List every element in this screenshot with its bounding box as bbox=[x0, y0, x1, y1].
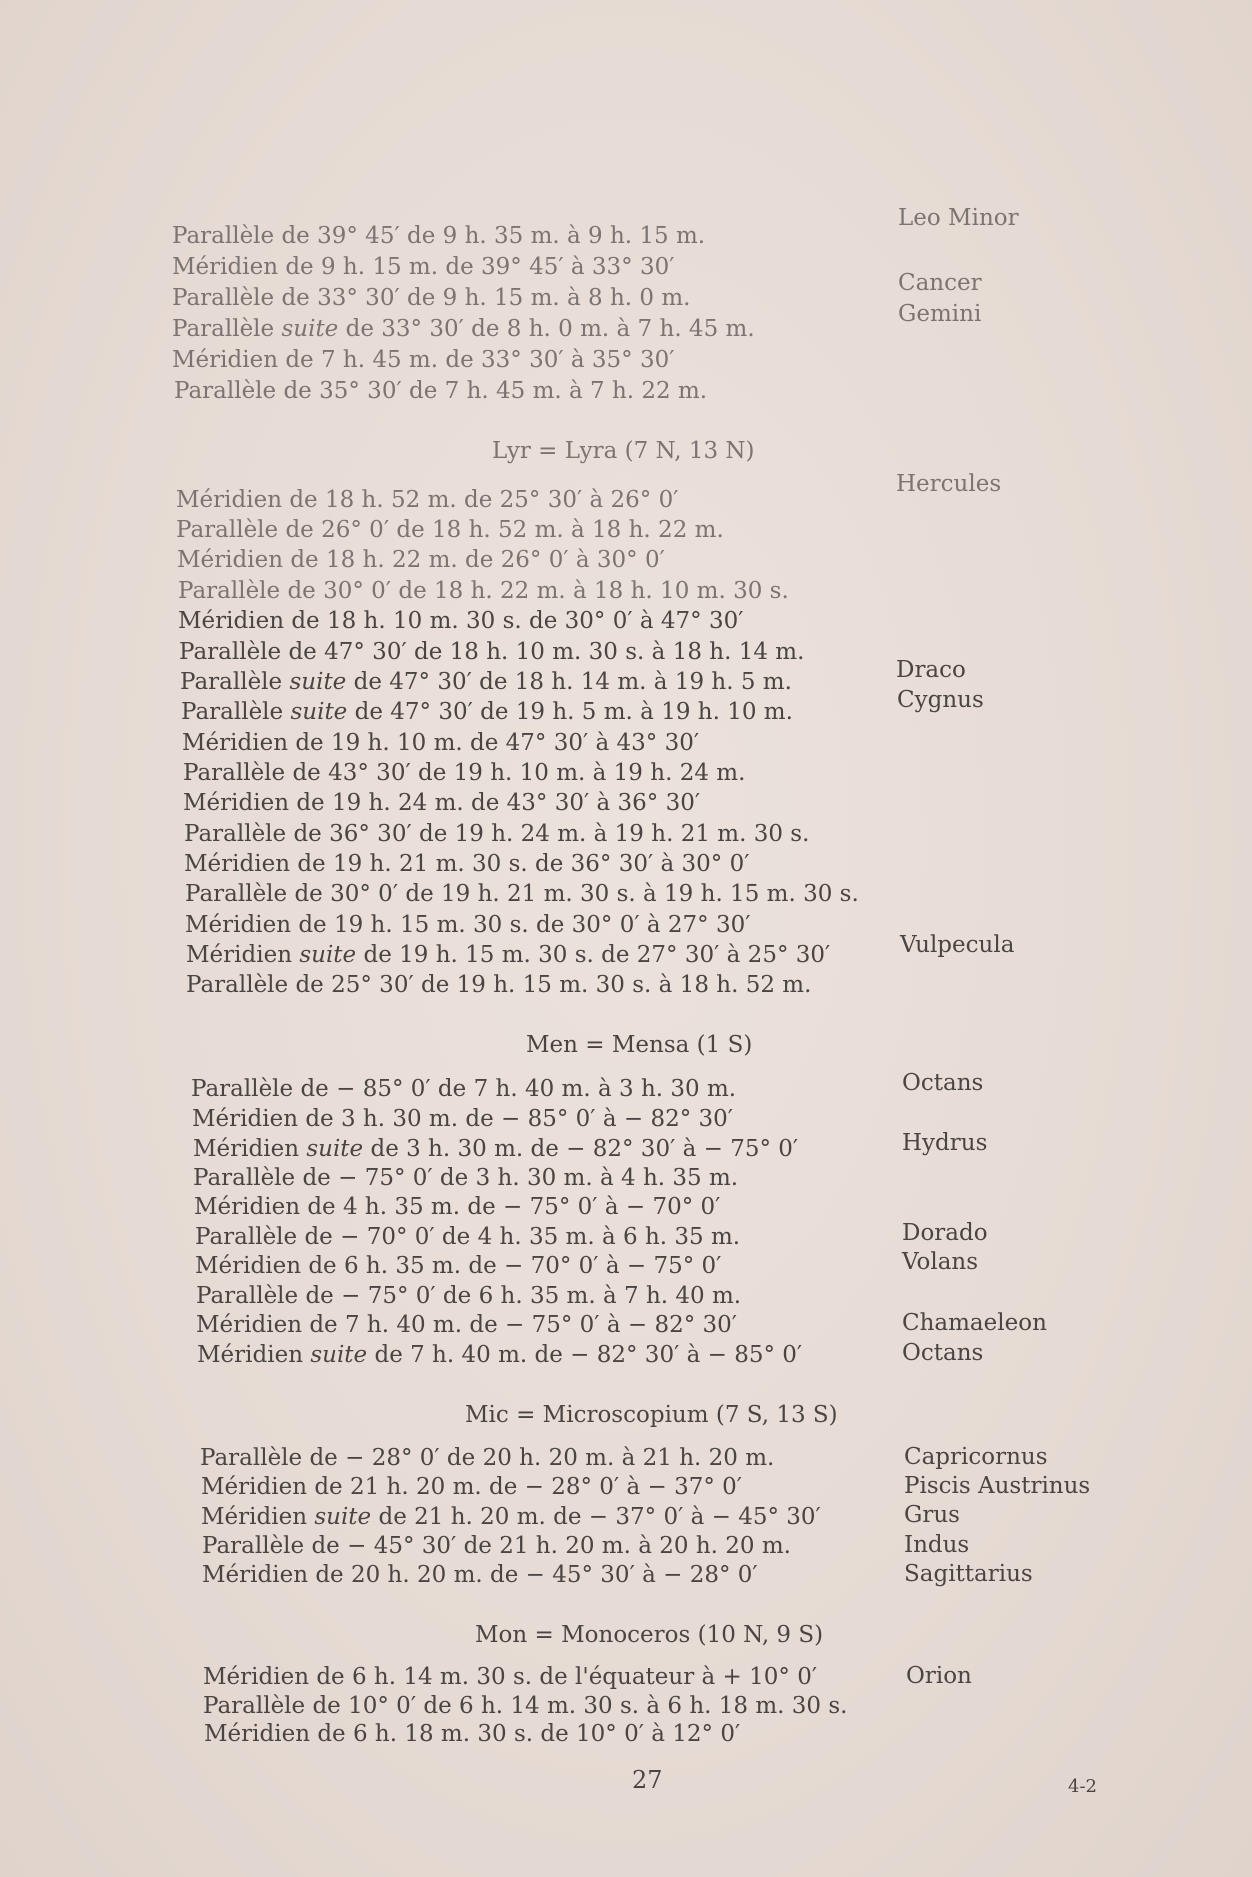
neighbor-constellation: Grus bbox=[904, 1502, 960, 1528]
neighbor-constellation: Octans bbox=[902, 1340, 984, 1366]
neighbor-constellation: Octans bbox=[902, 1070, 984, 1096]
boundary-line: Méridien suite de 19 h. 15 m. 30 s. de 27° 30′ à 25° 30′ bbox=[186, 942, 831, 968]
suite-word: suite bbox=[289, 669, 347, 695]
boundary-line: Parallèle de 43° 30′ de 19 h. 10 m. à 19 h. 24 m. bbox=[183, 760, 746, 786]
boundary-line: Méridien de 7 h. 45 m. de 33° 30′ à 35° 30′ bbox=[172, 347, 675, 373]
boundary-line: Méridien de 18 h. 22 m. de 26° 0′ à 30° 0′ bbox=[177, 547, 665, 573]
boundary-line: Méridien de 18 h. 10 m. 30 s. de 30° 0′ à 47° 30′ bbox=[178, 608, 744, 634]
neighbor-constellation: Dorado bbox=[902, 1220, 988, 1246]
boundary-line: Parallèle de − 70° 0′ de 4 h. 35 m. à 6 h. 35 m. bbox=[195, 1224, 741, 1250]
boundary-line: Parallèle de 33° 30′ de 9 h. 15 m. à 8 h. 0 m. bbox=[172, 285, 691, 311]
boundary-line: Méridien suite de 3 h. 30 m. de − 82° 30′ à − 75° 0′ bbox=[193, 1136, 799, 1162]
boundary-line: Parallèle de 25° 30′ de 19 h. 15 m. 30 s. à 18 h. 52 m. bbox=[186, 972, 812, 998]
boundary-line: Parallèle de 10° 0′ de 6 h. 14 m. 30 s. à 6 h. 18 m. 30 s. bbox=[203, 1693, 848, 1719]
boundary-line: Méridien de 19 h. 10 m. de 47° 30′ à 43° 30′ bbox=[182, 730, 700, 756]
neighbor-constellation: Indus bbox=[904, 1532, 970, 1558]
boundary-line: Parallèle de − 75° 0′ de 3 h. 30 m. à 4 h. 35 m. bbox=[193, 1165, 739, 1191]
boundary-line: Parallèle de 36° 30′ de 19 h. 24 m. à 19 h. 21 m. 30 s. bbox=[184, 821, 810, 847]
boundary-line: Parallèle de 35° 30′ de 7 h. 45 m. à 7 h. 22 m. bbox=[174, 378, 708, 404]
boundary-line: Parallèle suite de 47° 30′ de 18 h. 14 m. à 19 h. 5 m. bbox=[180, 669, 792, 695]
boundary-line: Parallèle suite de 47° 30′ de 19 h. 5 m. à 19 h. 10 m. bbox=[181, 699, 793, 725]
boundary-line: Méridien de 7 h. 40 m. de − 75° 0′ à − 82° 30′ bbox=[196, 1312, 738, 1338]
neighbor-constellation: Draco bbox=[896, 657, 966, 683]
boundary-line: Méridien de 19 h. 21 m. 30 s. de 36° 30′ à 30° 0′ bbox=[184, 851, 750, 877]
suite-word: suite bbox=[314, 1504, 372, 1530]
neighbor-constellation: Capricornus bbox=[904, 1444, 1048, 1470]
suite-word: suite bbox=[299, 942, 357, 968]
boundary-line: Méridien suite de 21 h. 20 m. de − 37° 0′ à − 45° 30′ bbox=[201, 1504, 821, 1530]
suite-word: suite bbox=[290, 699, 348, 725]
neighbor-constellation: Gemini bbox=[898, 301, 982, 327]
boundary-line: Méridien de 9 h. 15 m. de 39° 45′ à 33° 30′ bbox=[172, 254, 675, 280]
boundary-line: Méridien de 20 h. 20 m. de − 45° 30′ à − 28° 0′ bbox=[202, 1562, 758, 1588]
suite-word: suite bbox=[306, 1136, 364, 1162]
boundary-line: Parallèle de 39° 45′ de 9 h. 35 m. à 9 h. 15 m. bbox=[172, 223, 706, 249]
section-title-lyra: Lyr = Lyra (7 N, 13 N) bbox=[492, 438, 755, 464]
boundary-line: Parallèle de − 75° 0′ de 6 h. 35 m. à 7 h. 40 m. bbox=[196, 1283, 742, 1309]
suite-word: suite bbox=[310, 1342, 368, 1368]
boundary-line: Parallèle de − 45° 30′ de 21 h. 20 m. à 20 h. 20 m. bbox=[202, 1533, 791, 1559]
boundary-line: Parallèle de 30° 0′ de 18 h. 22 m. à 18 h. 10 m. 30 s. bbox=[178, 578, 789, 604]
neighbor-constellation: Cancer bbox=[898, 270, 982, 296]
neighbor-constellation: Volans bbox=[902, 1249, 979, 1275]
boundary-line: Parallèle de 30° 0′ de 19 h. 21 m. 30 s. à 19 h. 15 m. 30 s. bbox=[185, 881, 859, 907]
neighbor-constellation: Chamaeleon bbox=[902, 1310, 1047, 1336]
neighbor-constellation: Hercules bbox=[896, 471, 1002, 497]
boundary-line: Parallèle suite de 33° 30′ de 8 h. 0 m. à 7 h. 45 m. bbox=[172, 316, 755, 342]
boundary-line: Méridien de 18 h. 52 m. de 25° 30′ à 26° 0′ bbox=[176, 487, 679, 513]
boundary-line: Parallèle de − 85° 0′ de 7 h. 40 m. à 3 h. 30 m. bbox=[191, 1076, 737, 1102]
neighbor-constellation: Vulpecula bbox=[900, 932, 1015, 958]
boundary-line: Méridien de 19 h. 24 m. de 43° 30′ à 36° 30′ bbox=[183, 790, 701, 816]
section-title-microscopium: Mic = Microscopium (7 S, 13 S) bbox=[465, 1402, 838, 1428]
boundary-line: Méridien de 4 h. 35 m. de − 75° 0′ à − 70° 0′ bbox=[194, 1194, 721, 1220]
neighbor-constellation: Sagittarius bbox=[904, 1561, 1033, 1587]
suite-word: suite bbox=[281, 316, 339, 342]
section-title-mensa: Men = Mensa (1 S) bbox=[526, 1032, 753, 1058]
boundary-line: Méridien de 19 h. 15 m. 30 s. de 30° 0′ à 27° 30′ bbox=[185, 912, 751, 938]
boundary-line: Méridien suite de 7 h. 40 m. de − 82° 30′ à − 85° 0′ bbox=[197, 1342, 803, 1368]
neighbor-constellation: Hydrus bbox=[902, 1130, 988, 1156]
boundary-line: Méridien de 3 h. 30 m. de − 85° 0′ à − 82° 30′ bbox=[192, 1106, 734, 1132]
boundary-line: Méridien de 6 h. 14 m. 30 s. de l'équateur à + 10° 0′ bbox=[203, 1664, 818, 1690]
boundary-line: Parallèle de 47° 30′ de 18 h. 10 m. 30 s. à 18 h. 14 m. bbox=[179, 639, 805, 665]
plate-number: 4-2 bbox=[1068, 1776, 1097, 1797]
boundary-line: Méridien de 6 h. 18 m. 30 s. de 10° 0′ à 12° 0′ bbox=[204, 1721, 741, 1747]
section-title-monoceros: Mon = Monoceros (10 N, 9 S) bbox=[475, 1622, 824, 1648]
neighbor-constellation: Leo Minor bbox=[898, 205, 1019, 231]
neighbor-constellation: Piscis Austrinus bbox=[904, 1473, 1091, 1499]
neighbor-constellation: Orion bbox=[906, 1663, 972, 1689]
boundary-line: Parallèle de − 28° 0′ de 20 h. 20 m. à 21 h. 20 m. bbox=[200, 1445, 775, 1471]
neighbor-constellation: Cygnus bbox=[897, 687, 984, 713]
boundary-line: Parallèle de 26° 0′ de 18 h. 52 m. à 18 h. 22 m. bbox=[176, 517, 724, 543]
page-number: 27 bbox=[632, 1766, 663, 1794]
boundary-line: Méridien de 6 h. 35 m. de − 70° 0′ à − 75° 0′ bbox=[195, 1253, 722, 1279]
boundary-line: Méridien de 21 h. 20 m. de − 28° 0′ à − 37° 0′ bbox=[201, 1474, 743, 1500]
